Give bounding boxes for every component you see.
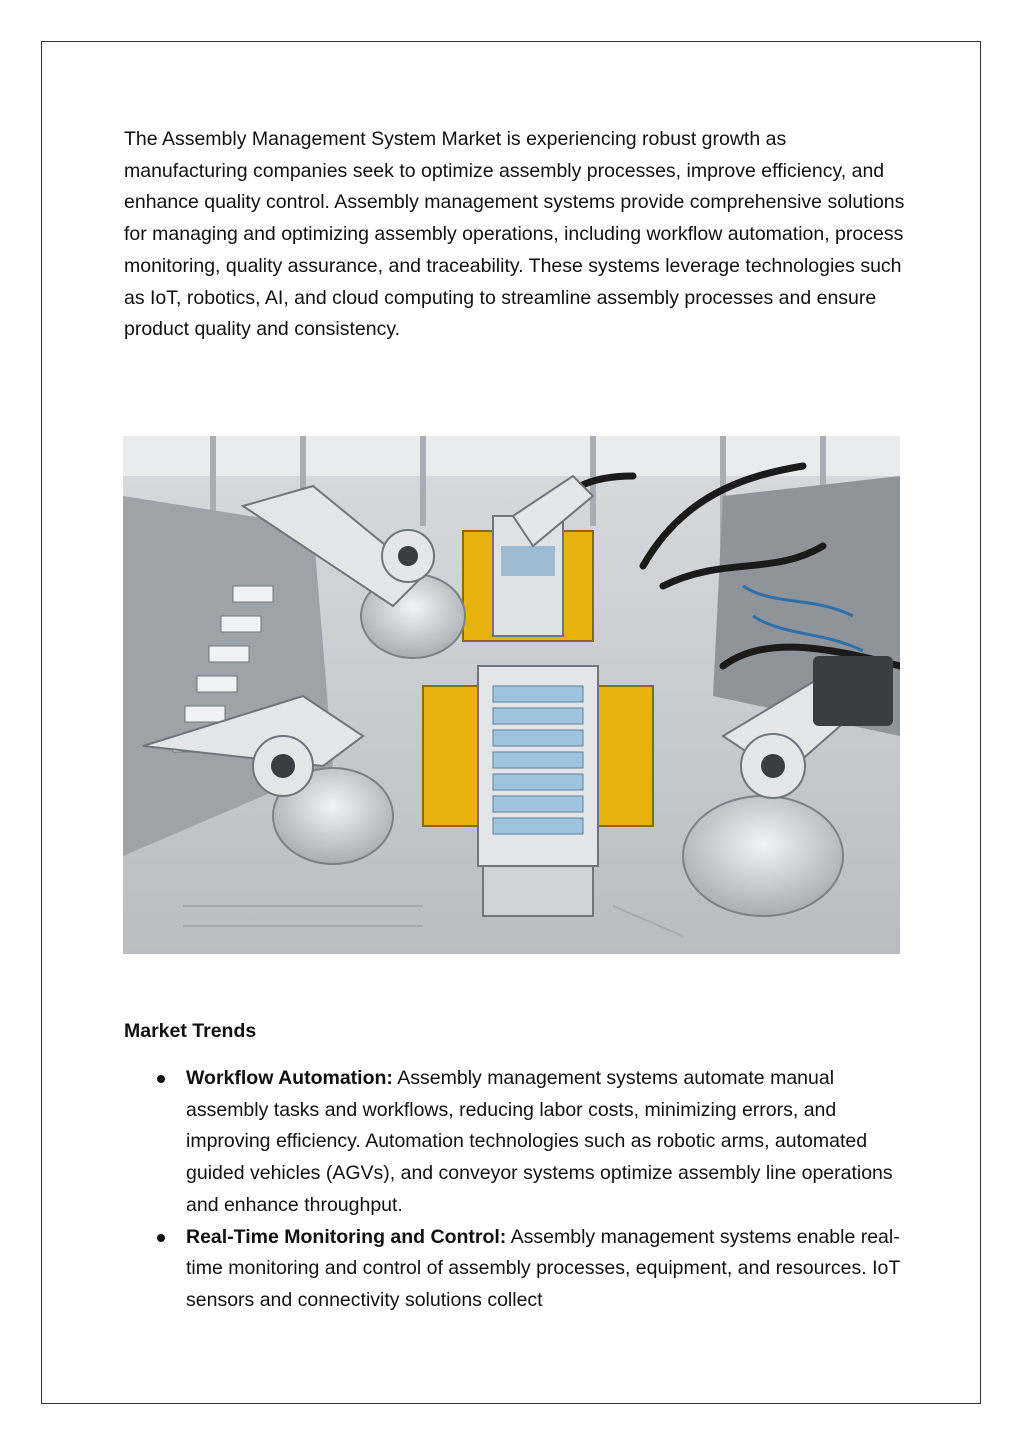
trend-text: Assembly management systems enable real-time monitoring and control of assembly processes, equipment, and resources. IoT sensors and connectivity solutions collect	[186, 1225, 900, 1311]
list-item	[124, 1222, 904, 1317]
trend-title: Workflow Automation:	[186, 1067, 393, 1089]
section-heading-market-trends: Market Trends	[124, 1020, 257, 1042]
factory-photo-illustration	[123, 436, 900, 954]
factory-robot-assembly-photo	[123, 436, 900, 954]
list-item	[124, 1063, 904, 1222]
trend-title: Real-Time Monitoring and Control:	[186, 1225, 507, 1248]
bullet-icon	[157, 1234, 165, 1242]
bullet-icon	[157, 1075, 165, 1083]
intro-paragraph: The Assembly Management System Market is experiencing robust growth as manufacturing companies seek to optimize assembly processes, improve efficiency, and enhance quality control. Assembly management systems provide comprehensive solutions for managing and optimizing assembly operations, including workflow automation, process monitoring, quality assurance, and traceability. These systems leverage technologies such as IoT, robotics, AI, and cloud computing to streamline assembly processes and ensure product quality and consistency.	[124, 128, 905, 341]
trend-text: Assembly management systems automate manual assembly tasks and workflows, reducing labor costs, minimizing errors, and improving efficiency. Automation technologies such as robotic arms, automated guided vehicles (AGVs), and conveyor systems optimize assembly line operations and enhance throughput.	[186, 1067, 893, 1216]
market-trends-list	[124, 1063, 904, 1317]
